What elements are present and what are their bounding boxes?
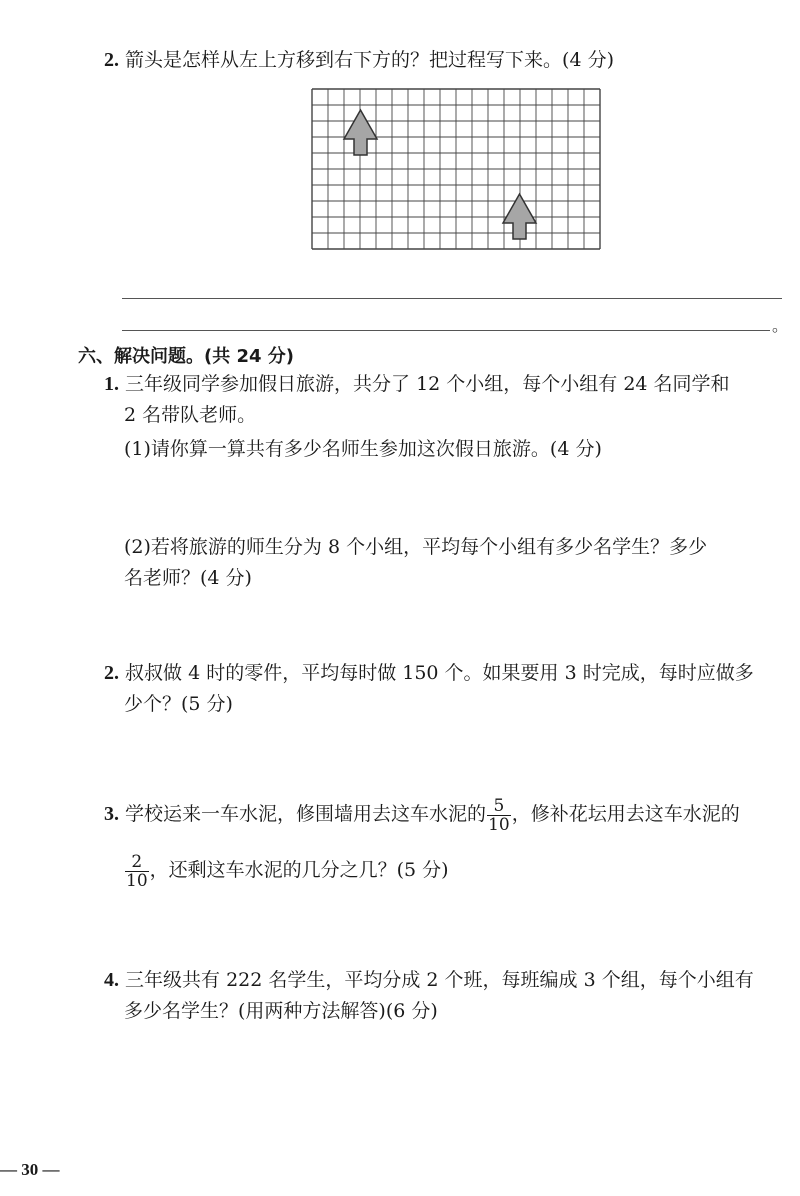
problem-1-number: 1. [104,373,119,395]
problem-3-text-1: 学校运来一车水泥，修围墙用去这车水泥的 [125,803,487,825]
fraction-five-tenths: $\frac{5}{10}$ [488,795,510,835]
q2-prompt [104,48,614,72]
arrow-start-icon [344,110,377,155]
problem-3-number: 3. [104,803,119,825]
problem-1-sub1: (1)请你算一算共有多少名师生参加这次假日旅游。(4 分) [124,438,602,460]
problem-1-sub2-line2: 名老师？(4 分) [124,567,252,589]
section-heading: 六、解决问题。(共 24 分) [78,346,295,367]
translation-grid [311,88,601,258]
page-number: — 30 — [0,1160,60,1179]
problem-3-text-2: ，修补花坛用去这车水泥的 [511,803,740,825]
answer-line-end: 。 [772,316,789,335]
problem-1-sub2-line1: (2)若将旅游的师生分为 8 个小组，平均每个小组有多少名学生？多少 [124,536,708,558]
answer-line-2 [122,330,770,331]
q2-number: 2. [104,49,119,71]
problem-1-text-1: 三年级同学参加假日旅游，共分了 12 个小组，每个小组有 24 名同学和 [125,373,730,395]
grid-lines [312,89,600,249]
q2-text: 箭头是怎样从左上方移到右下方的？把过程写下来。(4 分) [125,49,615,71]
problem-2-text-1: 叔叔做 4 时的零件，平均每时做 150 个。如果要用 3 时完成，每时应做多 [125,662,754,684]
problem-2-line2: 少个？(5 分) [124,693,233,715]
problem-1-line1 [104,372,730,396]
problem-4-line1 [104,968,754,992]
fraction-two-tenths: $\frac{2}{10}$ [126,851,148,891]
problem-2-number: 2. [104,662,119,684]
problem-4-text-1: 三年级共有 222 名学生，平均分成 2 个班，每班编成 3 个组，每个小组有 [125,969,754,991]
answer-line-1 [122,298,782,299]
problem-2-line1 [104,661,754,685]
problem-4-line2: 多少名学生？(用两种方法解答)(6 分) [124,1000,438,1022]
problem-1-line2: 2 名带队老师。 [124,404,257,426]
problem-3-line1 [104,794,740,834]
problem-3-text-3: ，还剩这车水泥的几分之几？(5 分) [149,859,449,881]
problem-3-line2 [124,850,449,890]
problem-4-number: 4. [104,969,119,991]
